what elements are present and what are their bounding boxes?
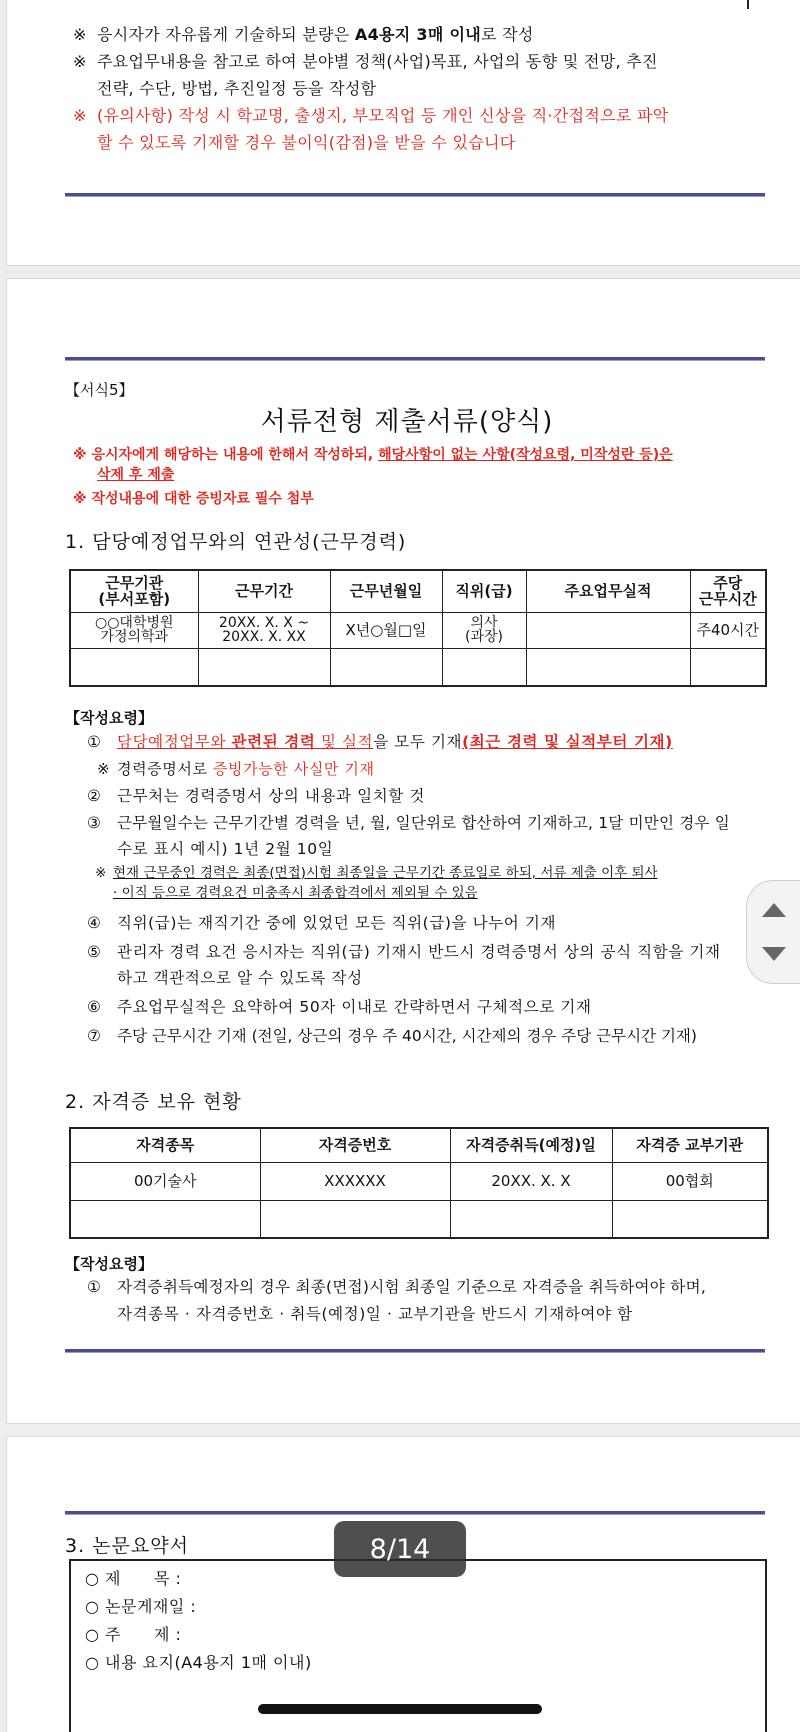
guide1-item-7: ⑦ 주당 근무시간 기재 (전일, 상근의 경우 주 40시간, 시간제의 경우 주당 근무시간 기재) — [87, 1027, 697, 1045]
cell-empty — [612, 1200, 768, 1238]
thesis-subject-field: ○ 주 제 : — [85, 1625, 182, 1644]
col-header-duration: 근무년월일 — [330, 570, 442, 612]
thesis-title-field: ○ 제 목 : — [85, 1569, 182, 1588]
document-page-7 — [6, 0, 800, 266]
thesis-published-date-field: ○ 논문게재일 : — [85, 1597, 197, 1616]
page-title: 서류전형 제출서류(양식) — [260, 407, 554, 437]
cell-license-date: 20XX. X. X — [450, 1162, 612, 1200]
guide1-item-4: ④ 직위(급)는 재직기간 중에 있었던 모든 직위(급)을 나누어 기재 — [87, 914, 557, 932]
section1-title: 1. 담당예정업무와의 연관성(근무경력) — [65, 531, 407, 553]
table-row — [70, 648, 766, 686]
guide1-title: 【작성요령】 — [65, 709, 153, 727]
guide1-item-3-cont: 수로 표시 예시) 1년 2월 10일 — [117, 840, 334, 858]
notice-delete-unused: ※ 응시자에게 해당하는 내용에 한해서 작성하되, 해당사항이 없는 사항(작성요령, 미작성란 등)은 — [73, 447, 673, 463]
form-label: 【서식5】 — [65, 381, 134, 399]
thesis-summary-field: ○ 내용 요지(A4용지 1매 이내) — [85, 1653, 312, 1672]
cell-empty — [260, 1200, 450, 1238]
guide1-item-5: ⑤ 관리자 경력 요건 응시자는 직위(급) 기재시 반드시 경력증명서 상의 공식 직함을 기재 — [87, 943, 721, 961]
cell-empty — [442, 648, 526, 686]
table-row — [70, 1162, 768, 1200]
cell-weekly-hours: 주40시간 — [690, 612, 766, 648]
cell-empty — [70, 1200, 260, 1238]
table-row — [70, 612, 766, 648]
cell-empty — [690, 648, 766, 686]
col-header-period: 근무기간 — [198, 570, 330, 612]
section2-title: 2. 자격증 보유 현황 — [65, 1091, 242, 1113]
cell-period: 20XX. X. X ~ 20XX. X. XX — [198, 612, 330, 648]
cell-empty — [330, 648, 442, 686]
home-indicator-bar[interactable] — [258, 1704, 542, 1714]
guide1-item-5-cont: 하고 객관적으로 알 수 있도록 작성 — [117, 969, 363, 987]
page-indicator: 8/14 — [334, 1521, 466, 1577]
cell-institution: ○○대학병원 가정의학과 — [70, 612, 198, 648]
section-divider — [65, 193, 765, 197]
col-header-institution: 근무기관 (부서포함) — [70, 570, 198, 612]
cell-empty — [450, 1200, 612, 1238]
page-scroll-control[interactable] — [746, 880, 800, 984]
guide1-item-3: ③ 근무월일수는 근무기간별 경력을 년, 월, 일단위로 합산하여 기재하고, 1달 미만인 경우 일 — [87, 814, 730, 832]
document-page-9 — [6, 1436, 800, 1732]
document-page-8 — [6, 278, 800, 1424]
note-caution: ※ (유의사항) 작성 시 학교명, 출생지, 부모직업 등 개인 신상을 직·간접적으로 파악 — [73, 106, 669, 125]
col-header-position: 직위(급) — [442, 570, 526, 612]
cell-duration: X년○월□일 — [330, 612, 442, 648]
guide1-item-6: ⑥ 주요업무실적은 요약하여 50자 이내로 간략하면서 구체적으로 기재 — [87, 998, 592, 1016]
career-header-row — [70, 570, 766, 612]
col-header-license-type: 자격종목 — [70, 1128, 260, 1162]
top-divider — [65, 357, 765, 361]
license-header-row — [70, 1128, 768, 1162]
notice-attach-evidence: ※ 작성내용에 대한 증빙자료 필수 첨부 — [73, 491, 314, 507]
notice-delete-unused-cont: 삭제 후 제출 — [97, 467, 175, 483]
guide1-note-current-job-cont: · 이직 등으로 경력요건 미충족시 최종합격에서 제외될 수 있음 — [113, 885, 478, 901]
top-divider — [65, 1511, 765, 1515]
table-row — [70, 1200, 768, 1238]
col-header-weekly-hours: 주당 근무시간 — [690, 570, 766, 612]
guide1-item-2: ② 근무처는 경력증명서 상의 내용과 일치할 것 — [87, 787, 425, 805]
scroll-down-icon[interactable] — [762, 947, 786, 961]
cell-achievements — [526, 612, 690, 648]
guide1-item-1: ① 담당예정업무와 관련된 경력 및 실적을 모두 기재(최근 경력 및 실적부터 기재) — [87, 733, 673, 751]
guide2-item-1: ① 자격증취득예정자의 경우 최종(면접)시험 최종일 기준으로 자격증을 취득하여야 하며, — [87, 1278, 707, 1296]
scroll-up-icon[interactable] — [762, 903, 786, 917]
cell-position: 의사 (과장) — [442, 612, 526, 648]
guide2-item-1-cont: 자격종목 · 자격증번호 · 취득(예정)일 · 교부기관을 반드시 기재하여야 함 — [117, 1305, 633, 1323]
note-content-guide-cont: 전략, 수단, 방법, 추진일정 등을 작성함 — [97, 79, 377, 98]
col-header-license-number: 자격증번호 — [260, 1128, 450, 1162]
col-header-license-date: 자격증취득(예정)일 — [450, 1128, 612, 1162]
license-table — [69, 1127, 769, 1239]
guide1-note-current-job: ※ 현재 근무중인 경력은 최종(면접)시험 최종일을 근무기간 종료일로 하되, 서류 제출 이후 퇴사 — [95, 865, 658, 881]
cell-license-number: XXXXXX — [260, 1162, 450, 1200]
cell-empty — [526, 648, 690, 686]
guide1-note-evidence: ※ 경력증명서로 증빙가능한 사실만 기재 — [97, 760, 375, 778]
col-header-achievements: 주요업무실적 — [526, 570, 690, 612]
cell-license-type: 00기술사 — [70, 1162, 260, 1200]
cell-license-issuer: 00협회 — [612, 1162, 768, 1200]
note-content-guide: ※ 주요업무내용을 참고로 하여 분야별 정책(사업)목표, 사업의 동향 및 전망, 추진 — [73, 52, 658, 71]
note-length-limit: ※ 응시자가 자유롭게 기술하되 분량은 A4용지 3매 이내로 작성 — [73, 25, 534, 44]
col-header-license-issuer: 자격증 교부기관 — [612, 1128, 768, 1162]
guide2-title: 【작성요령】 — [65, 1255, 153, 1273]
table-border-fragment — [747, 0, 749, 9]
career-table — [69, 569, 767, 687]
section-divider — [65, 1349, 765, 1353]
cell-empty — [198, 648, 330, 686]
cell-empty — [70, 648, 198, 686]
section3-title: 3. 논문요약서 — [65, 1535, 189, 1557]
note-caution-cont: 할 수 있도록 기재할 경우 불이익(감점)을 받을 수 있습니다 — [97, 133, 516, 152]
